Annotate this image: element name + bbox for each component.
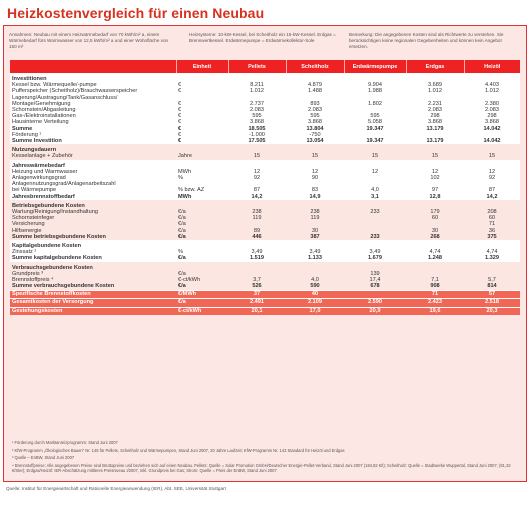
cell-value: 678: [344, 283, 406, 290]
cell-value: 102: [406, 175, 464, 181]
row-label: Hilfsenergie: [10, 228, 176, 234]
cell-value: 18.505: [228, 126, 286, 132]
cell-value: -1.000: [228, 132, 286, 138]
cell-value: 17,0: [286, 307, 344, 315]
cell-value: 3.868: [464, 119, 520, 125]
cost-table: [10, 60, 520, 315]
cell-value: 3,49: [344, 249, 406, 255]
row-label: Summe betriebsgebundene Kosten: [10, 234, 176, 240]
cell-unit: €-ct/kWh: [176, 307, 228, 315]
cell-value: [344, 290, 406, 299]
cell-value: 3,49: [228, 249, 286, 255]
cell-value: 17.505: [228, 138, 286, 144]
cell-value: 57: [464, 290, 520, 299]
cell-value: 40: [286, 290, 344, 299]
cell-value: 233: [344, 209, 406, 215]
row-label: Anlagenwirkungsgrad: [10, 175, 176, 181]
footnote-2: ² KfW-Programm „Ökologisches Bauen" Nr. 145 für Pellets, Scheitholz und Wärmepumpen, Stand Juni 2007, 20 Jahre Laufzeit; KfW-Programm Nr. 143 Standard für Heizöl und Erdgas: [12, 447, 345, 453]
cell-value: 12: [464, 169, 520, 175]
cell-value: 446: [228, 234, 286, 240]
cell-value: 119: [286, 215, 344, 221]
cell-unit: €-ct/kWh: [176, 277, 228, 283]
row-label: Gestehungskosten: [10, 307, 176, 315]
cell-value: 595: [286, 113, 344, 119]
cell-unit: €: [176, 126, 228, 132]
cell-value: 13.179: [406, 138, 464, 144]
cell-value: 71: [464, 221, 520, 227]
cell-value: 5,7: [464, 277, 520, 283]
cell-value: 12: [228, 169, 286, 175]
cell-value: 1.012: [406, 88, 464, 94]
cell-value: 12,8: [406, 194, 464, 200]
cell-value: 3,7: [228, 277, 286, 283]
cell-value: 92: [228, 175, 286, 181]
cell-value: 5.058: [344, 119, 406, 125]
cell-value: 1.133: [286, 255, 344, 261]
cell-unit: €/a: [176, 228, 228, 234]
row-label: Schornstein/Abgasleitung: [10, 107, 176, 113]
row-label: Investitionen: [10, 76, 176, 82]
cell-value: 12: [344, 169, 406, 175]
cell-value: 2.518: [464, 299, 520, 308]
row-label: Montage/Genehmigung: [10, 101, 176, 107]
cell-value: 814: [464, 283, 520, 290]
cell-value: 375: [464, 234, 520, 240]
cell-value: 893: [286, 101, 344, 107]
cell-unit: % bzw. AZ: [176, 187, 228, 193]
cell-value: 2.737: [228, 101, 286, 107]
cell-unit: €: [176, 88, 228, 94]
intro-heating-systems: Heizsysteme: 10-kW-Kessel, bei Scheitholz ein 15-kW-Kessel. Erdgas = Brennwertkessel. Erdwärmepumpe = Erdwärmekollektor-Sole: [189, 32, 336, 43]
cell-unit: €/a: [176, 209, 228, 215]
header-pellets: Pellets: [228, 60, 286, 73]
row-label: Summe Investition: [10, 138, 176, 144]
table-header-row: [10, 60, 520, 73]
cell-unit: MWh: [176, 169, 228, 175]
cell-value: 1.329: [464, 255, 520, 261]
row-label: Pufferspeicher (Scheitholz)/Brauchwasserspeicher: [10, 88, 176, 94]
cell-value: 30: [406, 228, 464, 234]
cell-value: 20,9: [344, 307, 406, 315]
cell-value: 1.802: [344, 101, 406, 107]
row-label: Wartung/Reinigung/Instandhaltung: [10, 209, 176, 215]
cell-value: 298: [464, 113, 520, 119]
cell-value: 30: [286, 228, 344, 234]
cell-unit: MWh: [176, 194, 228, 200]
cell-value: 233: [344, 234, 406, 240]
cell-unit: Jahre: [176, 153, 228, 159]
cell-value: 83: [286, 187, 344, 193]
cell-value: 9.904: [344, 82, 406, 88]
row-label: bei Wärmepumpe: [10, 187, 176, 193]
cell-value: 4,0: [286, 277, 344, 283]
cell-value: 1.248: [406, 255, 464, 261]
cell-value: 87: [228, 187, 286, 193]
cell-value: 14,2: [464, 194, 520, 200]
row-label: Jahreswärmebedarf: [10, 163, 176, 169]
cell-value: 4.879: [286, 82, 344, 88]
cell-value: 89: [228, 228, 286, 234]
row-label: Zinssatz ²: [10, 249, 176, 255]
cell-value: 15: [286, 153, 344, 159]
cell-value: 12: [286, 169, 344, 175]
cell-value: 595: [344, 113, 406, 119]
cell-value: 2.109: [286, 299, 344, 308]
cell-value: 139: [344, 271, 406, 277]
cell-value: 19,6: [406, 307, 464, 315]
cell-unit: €/a: [176, 283, 228, 290]
cell-value: 2.083: [286, 107, 344, 113]
row-label: Heizung und Warmwasser: [10, 169, 176, 175]
cell-value: 14.042: [464, 138, 520, 144]
cell-value: 2.590: [344, 299, 406, 308]
cell-value: 7,1: [406, 277, 464, 283]
row-label: Verbrauchsgebundene Kosten: [10, 265, 176, 271]
cell-value: 97: [406, 187, 464, 193]
row-label: Hausinterne Verteilung: [10, 119, 176, 125]
cell-value: 37: [228, 290, 286, 299]
row-label: Anlagennutzungsgrad/Anlagenarbeitszahl: [10, 181, 176, 187]
intro-remark: Bemerkung: Die angegebenen Kosten sind als Richtwerte zu verstehen. Sie berücksichtigen keine regionalen Gegebenheiten und können kein Angebot ersetzen.: [349, 32, 504, 49]
cell-value: 3.868: [286, 119, 344, 125]
row-label: Kessel bzw. Wärmequelle/-pumpe: [10, 82, 176, 88]
cell-unit: €: [176, 101, 228, 107]
cell-value: 2.380: [464, 101, 520, 107]
cell-value: 238: [228, 209, 286, 215]
cell-value: 3,49: [286, 249, 344, 255]
cell-value: 2.231: [406, 101, 464, 107]
cell-value: 13.179: [406, 126, 464, 132]
cell-unit: €: [176, 119, 228, 125]
cell-unit: €/a: [176, 271, 228, 277]
cell-value: 1.012: [228, 88, 286, 94]
cell-value: 2.423: [406, 299, 464, 308]
cell-value: 87: [464, 187, 520, 193]
cell-value: 1.519: [228, 255, 286, 261]
row-label: Förderung ¹: [10, 132, 176, 138]
source-note: Quelle: Institut für Energiewirtschaft und Rationelle Energieanwendung (IER), Abt. SEE, Universität Stuttgart: [6, 486, 226, 491]
summary-row: [10, 307, 520, 315]
row-label: Versicherung: [10, 221, 176, 227]
cell-value: 2.491: [228, 299, 286, 308]
cell-value: 13.804: [286, 126, 344, 132]
cost-table-wrapper: [10, 60, 520, 315]
table-body: [10, 73, 520, 315]
row-label: Kesselanlage + Zubehör: [10, 153, 176, 159]
row-label: Brennstoffpreis ⁴: [10, 277, 176, 283]
cell-value: 298: [406, 113, 464, 119]
cell-unit: €/a: [176, 234, 228, 240]
cell-value: 1.488: [286, 88, 344, 94]
cell-value: 1.012: [464, 88, 520, 94]
cell-value: 4,0: [344, 187, 406, 193]
cell-value: 908: [406, 283, 464, 290]
cell-value: 238: [286, 209, 344, 215]
cell-value: 15: [228, 153, 286, 159]
row-label: Nutzungsdauern: [10, 147, 176, 153]
cell-value: 3.868: [228, 119, 286, 125]
cell-value: 3.868: [406, 119, 464, 125]
cell-value: 595: [228, 113, 286, 119]
row-label: Summe verbrauchsgebundene Kosten: [10, 283, 176, 290]
cell-value: 17,4: [344, 277, 406, 283]
cell-value: 14,9: [286, 194, 344, 200]
cell-value: 19.347: [344, 126, 406, 132]
cell-unit: €/a: [176, 255, 228, 261]
row-label: Gas-/Elektroinstallationen: [10, 113, 176, 119]
cell-value: 36: [464, 228, 520, 234]
footnote-3: ³ Quelle – EnBW, Stand Juni 2007: [12, 455, 75, 460]
cell-value: 3.689: [406, 82, 464, 88]
cell-value: 2.083: [464, 107, 520, 113]
cell-value: 3,1: [344, 194, 406, 200]
cell-unit: €: [176, 82, 228, 88]
cell-value: 92: [464, 175, 520, 181]
header-unit: Einheit: [176, 60, 228, 73]
row-label: Gesamtkosten der Versorgung: [10, 299, 176, 308]
cell-value: 179: [406, 209, 464, 215]
row-label: Summe kapitalgebundene Kosten: [10, 255, 176, 261]
row-label: Lagerung/Austragung/Tank/Gasanschluss/: [10, 95, 176, 101]
cell-unit: €/MWh: [176, 290, 228, 299]
cell-value: -750: [286, 132, 344, 138]
header-heizoel: Heizöl: [464, 60, 520, 73]
cell-unit: €/a: [176, 299, 228, 308]
header-label: [10, 60, 176, 73]
row-label: Grundpreis ³: [10, 271, 176, 277]
cell-unit: €: [176, 138, 228, 144]
row-label: Kapitalgebundene Kosten: [10, 243, 176, 249]
row-label: Betriebsgebundene Kosten: [10, 203, 176, 209]
cell-value: 208: [464, 209, 520, 215]
cell-value: 2.083: [228, 107, 286, 113]
cell-unit: €/a: [176, 221, 228, 227]
intro-assumptions: Annahmen: Neubau mit einem Heizwärmebedarf von 70 kWh/m² a, einem Wärmebedarf fürs Warmwasser von 12,5 kWh/m² a und einer Wohnfläche von 150 m²: [9, 32, 169, 49]
cell-value: 1.988: [344, 88, 406, 94]
cell-unit: %: [176, 175, 228, 181]
summary-row: [10, 299, 520, 308]
cell-value: 15: [406, 153, 464, 159]
cell-unit: €: [176, 113, 228, 119]
cell-value: 119: [228, 215, 286, 221]
cell-value: 2.083: [406, 107, 464, 113]
cell-value: 13.054: [286, 138, 344, 144]
cell-value: 1.679: [344, 255, 406, 261]
cell-value: 14.042: [464, 126, 520, 132]
table-row: [10, 283, 520, 290]
cell-value: 526: [228, 283, 286, 290]
cell-value: 60: [464, 215, 520, 221]
row-label: Schornsteinfeger: [10, 215, 176, 221]
cell-value: 19.347: [344, 138, 406, 144]
cell-value: 268: [406, 234, 464, 240]
row-label: Summe: [10, 126, 176, 132]
cell-value: 4,74: [464, 249, 520, 255]
cell-value: 60: [406, 215, 464, 221]
cell-value: 20,3: [464, 307, 520, 315]
row-label: Spezifische Brennstoffkosten: [10, 290, 176, 299]
cell-unit: €: [176, 107, 228, 113]
cell-value: 15: [344, 153, 406, 159]
cell-value: 14,2: [228, 194, 286, 200]
cell-unit: %: [176, 249, 228, 255]
cell-value: 71: [406, 290, 464, 299]
cell-value: 387: [286, 234, 344, 240]
comparison-panel: [3, 25, 527, 482]
cell-value: 90: [286, 175, 344, 181]
header-erdgas: Erdgas: [406, 60, 464, 73]
cell-unit: €/a: [176, 215, 228, 221]
row-label: Jahresbrennstoffbedarf: [10, 194, 176, 200]
cell-value: 8.211: [228, 82, 286, 88]
page-title: Heizkostenvergleich für einen Neubau: [7, 5, 265, 21]
cell-unit: €: [176, 132, 228, 138]
cell-value: 4.403: [464, 82, 520, 88]
summary-row: [10, 290, 520, 299]
cell-value: 590: [286, 283, 344, 290]
footnotes: [12, 440, 517, 476]
cell-value: 15: [464, 153, 520, 159]
footnote-4: ⁴ Brennstoffpreise: Alle angegebenen Preise sind Bruttopreise und beziehen sich auf einen Neubau. Pellets: Quelle = Solar Promotion GmbH/Deutscher Energie-Pellet-Verband, Stand Juni 2007 (184,82 €/t); Scheitholz: Quelle = Stadtwerke Wuppertal, Stand Juni 2007, (81,32 €/Ster); Erdgas/Heizöl: IER-Abschätzung mittleres Preisniveau I/2007, inkl. Grundpreis bei Gas; Strom: Quelle = Preis der EnBW, Stand Juni 2007: [12, 462, 511, 473]
footnote-1: ¹ Förderung durch Marktanreizprogramm: Stand Juni 2007: [12, 440, 118, 445]
cell-value: 12: [406, 169, 464, 175]
cell-value: 20,1: [228, 307, 286, 315]
cell-value: 4,74: [406, 249, 464, 255]
header-erdwaermepumpe: Erdwärmepumpe: [344, 60, 406, 73]
header-scheitholz: Scheitholz: [286, 60, 344, 73]
